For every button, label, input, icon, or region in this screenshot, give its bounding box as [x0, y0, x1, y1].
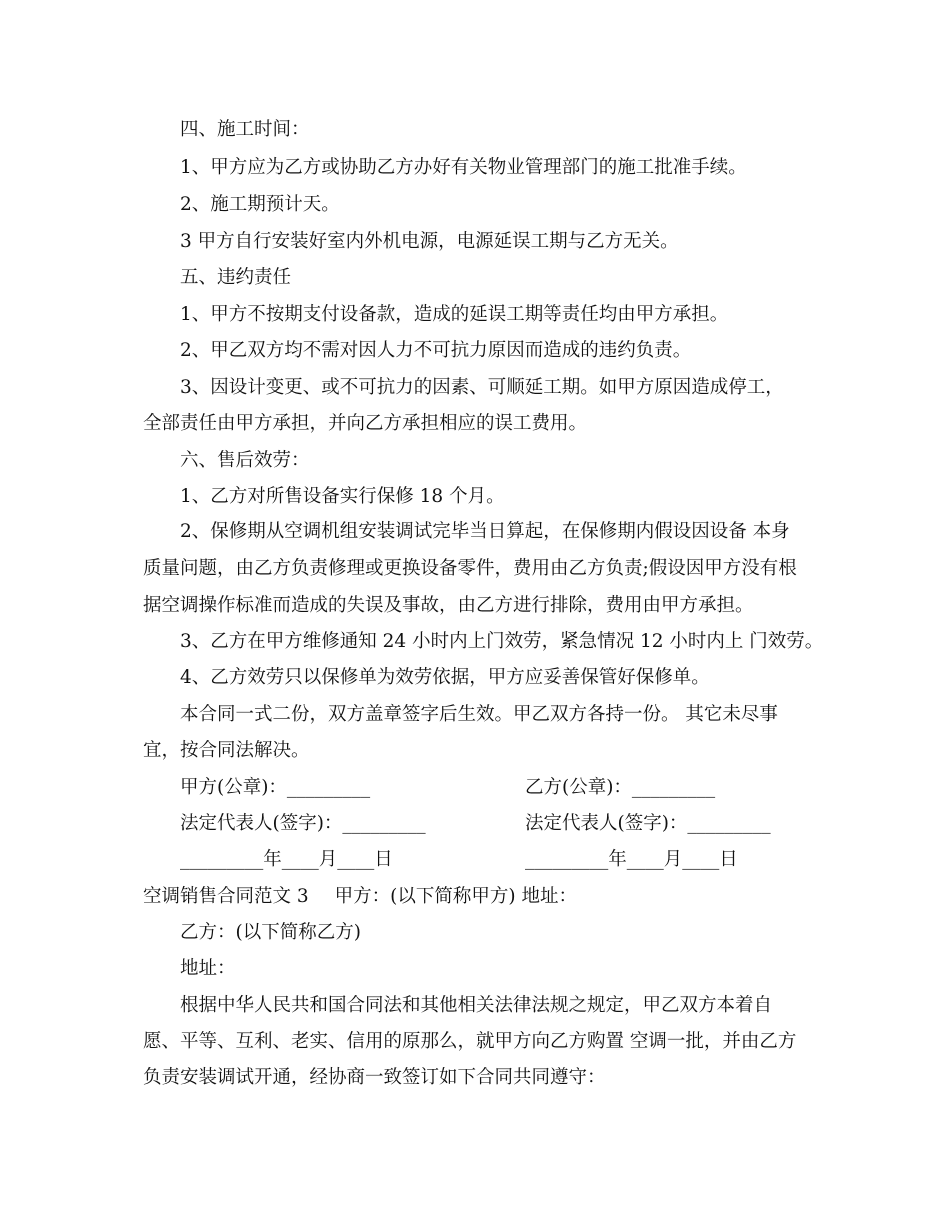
- section-heading: 六、售后效劳：: [180, 450, 310, 471]
- party-a-representative-field: 法定代表人(签字)：_________: [180, 813, 426, 834]
- template-header-line: [143, 885, 577, 909]
- paragraph-line: 愿、平等、互利、老实、信用的原那么，就甲方向乙方购置 空调一批，并由乙方: [143, 1031, 797, 1052]
- template-title: 空调销售合同范文 3: [143, 886, 309, 907]
- paragraph-line: 全部责任由甲方承担，并向乙方承担相应的误工费用。: [143, 413, 588, 434]
- paragraph-line: 3、乙方在甲方维修通知 24 小时内上门效劳，紧急情况 12 小时内上 门效劳。: [180, 631, 824, 652]
- template-party-a: 甲方：(以下简称甲方) 地址：: [334, 886, 577, 907]
- paragraph-line: 2、甲乙双方均不需对因人力不可抗力原因而造成的违约负责。: [180, 340, 692, 361]
- party-b-seal-field: 乙方(公章)：_________: [525, 777, 716, 798]
- section-heading: 五、违约责任: [180, 267, 292, 288]
- paragraph-line: 2、施工期预计天。: [180, 194, 340, 215]
- section-heading: 四、施工时间：: [180, 119, 310, 140]
- paragraph-line: 1、甲方不按期支付设备款，造成的延误工期等责任均由甲方承担。: [180, 304, 729, 325]
- paragraph-line: 4、乙方效劳只以保修单为效劳依据，甲方应妥善保管好保修单。: [180, 667, 710, 688]
- paragraph-line: 负责安装调试开通，经协商一致签订如下合同共同遵守：: [143, 1067, 606, 1088]
- paragraph-line: 乙方：(以下简称乙方): [180, 922, 361, 943]
- paragraph-line: 1、乙方对所售设备实行保修 18 个月。: [180, 486, 505, 507]
- paragraph-line: 宜，按合同法解决。: [143, 740, 310, 761]
- paragraph-line: 据空调操作标准而造成的失误及事故，由乙方进行排除，费用由甲方承担。: [143, 595, 754, 616]
- party-a-seal-field: 甲方(公章)：_________: [180, 777, 371, 798]
- party-b-date-field: _________年____月____日: [525, 849, 738, 870]
- paragraph-line: 3、因设计变更、或不可抗力的因素、可顺延工期。如甲方原因造成停工，: [180, 377, 784, 398]
- party-a-date-field: _________年____月____日: [180, 849, 393, 870]
- party-b-representative-field: 法定代表人(签字)：_________: [525, 813, 771, 834]
- paragraph-line: 3 甲方自行安装好室内外机电源，电源延误工期与乙方无关。: [180, 231, 679, 252]
- paragraph-line: 本合同一式二份，双方盖章签字后生效。甲乙双方各持一份。 其它未尽事: [180, 704, 778, 725]
- paragraph-line: 质量问题，由乙方负责修理或更换设备零件，费用由乙方负责;假设因甲方没有根: [143, 558, 797, 579]
- paragraph-line: 1、甲方应为乙方或协助乙方办好有关物业管理部门的施工批准手续。: [180, 157, 747, 178]
- paragraph-line: 根据中华人民共和国合同法和其他相关法律法规之规定，甲乙双方本着自: [180, 995, 773, 1016]
- paragraph-line: 2、保修期从空调机组安装调试完毕当日算起，在保修期内假设因设备 本身: [180, 521, 790, 542]
- paragraph-line: 地址：: [180, 958, 236, 979]
